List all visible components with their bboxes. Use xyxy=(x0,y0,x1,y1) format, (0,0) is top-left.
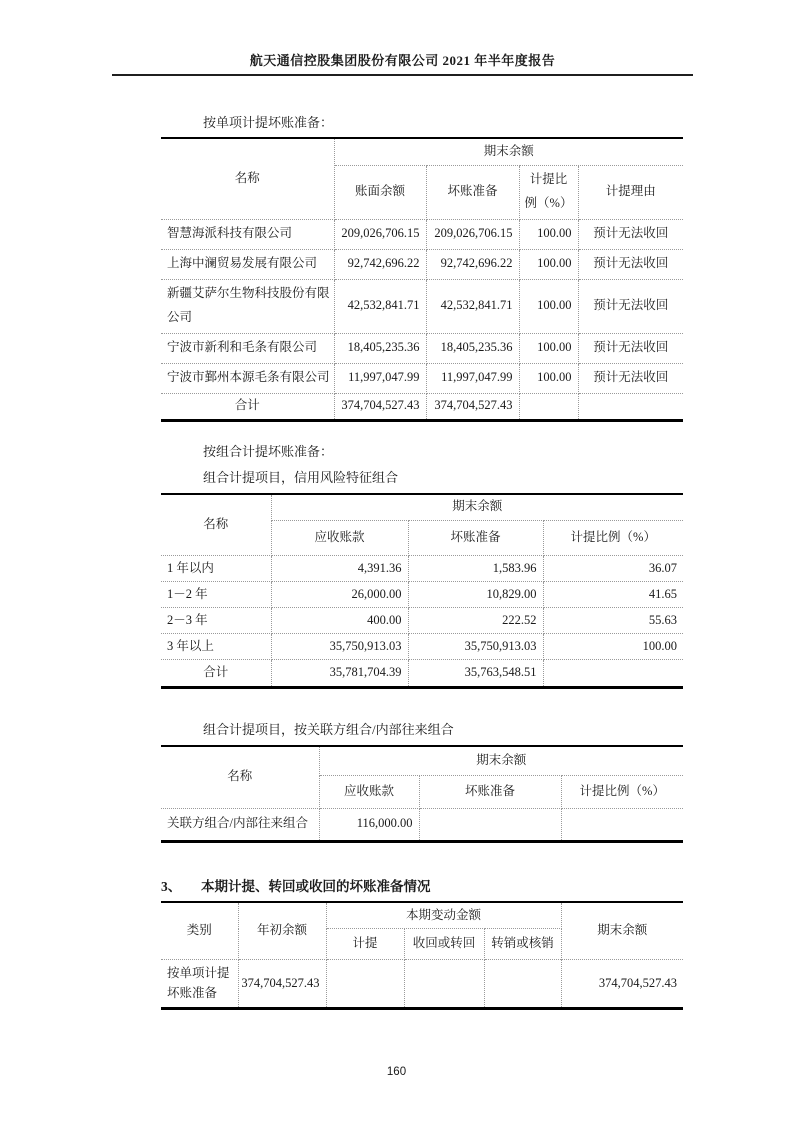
col-header-begin-balance: 年初余额 xyxy=(238,902,326,960)
col-header-period-balance: 期末余额 xyxy=(271,494,683,521)
cell-reason: 预计无法收回 xyxy=(578,333,683,363)
total-reason-empty xyxy=(578,393,683,420)
table-row xyxy=(161,279,683,333)
col-header-bad-debt: 坏账准备 xyxy=(426,165,519,219)
section-number: 3、 xyxy=(161,878,182,894)
col-header-book-balance: 账面余额 xyxy=(334,165,426,219)
col-header-writeoff: 转销或核销 xyxy=(484,929,561,960)
col-header-recover: 收回或转回 xyxy=(404,929,484,960)
total-label: 合计 xyxy=(161,393,334,420)
cell-book-balance: 209,026,706.15 xyxy=(334,219,426,249)
cell-receivable: 35,750,913.03 xyxy=(271,634,408,660)
cell-book-balance: 11,997,047.99 xyxy=(334,363,426,393)
cell-ratio: 100.00 xyxy=(519,363,578,393)
cell-ratio: 100.00 xyxy=(519,219,578,249)
cell-name: 上海中澜贸易发展有限公司 xyxy=(161,249,334,279)
page-content xyxy=(161,115,683,1010)
cell-aging: 1－2 年 xyxy=(161,582,271,608)
col-header-receivable: 应收账款 xyxy=(271,521,408,556)
cell-ratio: 100.00 xyxy=(519,279,578,333)
total-label: 合计 xyxy=(161,660,271,688)
individual-provision-label: 按单项计提坏账准备： xyxy=(203,115,334,130)
cell-ratio: 55.63 xyxy=(543,608,683,634)
col-header-provision-ratio xyxy=(519,165,578,219)
cell-ratio: 41.65 xyxy=(543,582,683,608)
cell-receivable: 26,000.00 xyxy=(271,582,408,608)
credit-risk-group-label: 组合计提项目，信用风险特征组合 xyxy=(203,469,399,485)
col-header-name: 名称 xyxy=(161,746,319,808)
table-row xyxy=(161,556,683,582)
cell-name: 宁波市新利和毛条有限公司 xyxy=(161,333,334,363)
cell-aging: 2－3 年 xyxy=(161,608,271,634)
cell-book-balance: 18,405,235.36 xyxy=(334,333,426,363)
cell-name: 宁波市鄞州本源毛条有限公司 xyxy=(161,363,334,393)
cell-ratio: 36.07 xyxy=(543,556,683,582)
cell-bad-debt: 11,997,047.99 xyxy=(426,363,519,393)
cell-end-balance: 374,704,527.43 xyxy=(561,960,683,1009)
col-header-end-balance: 期末余额 xyxy=(561,902,683,960)
col-header-provision-ratio: 计提比例（%） xyxy=(561,775,683,808)
total-row xyxy=(161,660,683,688)
credit-risk-group-table xyxy=(161,493,683,690)
cell-bad-debt: 18,405,235.36 xyxy=(426,333,519,363)
report-title: 航天通信控股集团股份有限公司 2021 年半年度报告 xyxy=(249,53,556,68)
cell-ratio: 100.00 xyxy=(519,249,578,279)
table-row xyxy=(161,582,683,608)
ratio-header-line2: 例（%） xyxy=(524,196,573,210)
col-header-receivable: 应收账款 xyxy=(319,775,419,808)
cell-bad-debt: 92,742,696.22 xyxy=(426,249,519,279)
cell-aging: 3 年以上 xyxy=(161,634,271,660)
table-row xyxy=(161,363,683,393)
cell-bad-debt: 222.52 xyxy=(408,608,543,634)
col-header-provision-reason: 计提理由 xyxy=(578,165,683,219)
table-row xyxy=(161,219,683,249)
cell-ratio xyxy=(561,808,683,841)
cell-reason: 预计无法收回 xyxy=(578,219,683,249)
related-party-group-label: 组合计提项目，按关联方组合/内部往来组合 xyxy=(203,722,454,737)
col-header-change-group: 本期变动金额 xyxy=(326,902,561,929)
page-header xyxy=(112,0,693,76)
total-book-balance: 374,704,527.43 xyxy=(334,393,426,420)
cell-aging: 1 年以内 xyxy=(161,556,271,582)
cell-ratio: 100.00 xyxy=(543,634,683,660)
cell-reason: 预计无法收回 xyxy=(578,279,683,333)
cell-reason: 预计无法收回 xyxy=(578,363,683,393)
cell-provision xyxy=(326,960,404,1009)
col-header-provision: 计提 xyxy=(326,929,404,960)
cell-recover xyxy=(404,960,484,1009)
total-ratio-empty xyxy=(543,660,683,688)
table-row xyxy=(161,960,683,1009)
col-header-period-balance: 期末余额 xyxy=(334,138,683,165)
table-row xyxy=(161,249,683,279)
cell-name: 智慧海派科技有限公司 xyxy=(161,219,334,249)
total-bad-debt: 35,763,548.51 xyxy=(408,660,543,688)
col-header-bad-debt: 坏账准备 xyxy=(408,521,543,556)
cell-category: 按单项计提坏账准备 xyxy=(161,960,238,1009)
cell-bad-debt xyxy=(419,808,561,841)
table-row xyxy=(161,608,683,634)
portfolio-provision-label: 按组合计提坏账准备： xyxy=(203,443,334,459)
cell-bad-debt: 10,829.00 xyxy=(408,582,543,608)
total-receivable: 35,781,704.39 xyxy=(271,660,408,688)
individual-provision-table xyxy=(161,137,683,422)
cell-bad-debt: 209,026,706.15 xyxy=(426,219,519,249)
col-header-category: 类别 xyxy=(161,902,238,960)
ratio-header-line1: 计提比 xyxy=(529,172,568,187)
table-row xyxy=(161,808,683,841)
cell-receivable: 4,391.36 xyxy=(271,556,408,582)
total-bad-debt: 374,704,527.43 xyxy=(426,393,519,420)
total-ratio-empty xyxy=(519,393,578,420)
movement-section-heading xyxy=(161,875,683,895)
cell-reason: 预计无法收回 xyxy=(578,249,683,279)
col-header-provision-ratio: 计提比例（%） xyxy=(543,521,683,556)
page-number: 160 xyxy=(386,1066,407,1078)
cell-ratio: 100.00 xyxy=(519,333,578,363)
cell-receivable: 116,000.00 xyxy=(319,808,419,841)
table-row xyxy=(161,333,683,363)
section-title: 本期计提、转回或收回的坏账准备情况 xyxy=(201,878,431,894)
cell-bad-debt: 1,583.96 xyxy=(408,556,543,582)
cell-name: 新疆艾萨尔生物科技股份有限公司 xyxy=(161,279,334,333)
cell-book-balance: 42,532,841.71 xyxy=(334,279,426,333)
provision-movement-table xyxy=(161,901,683,1011)
cell-bad-debt: 35,750,913.03 xyxy=(408,634,543,660)
cell-receivable: 400.00 xyxy=(271,608,408,634)
cell-begin-balance: 374,704,527.43 xyxy=(238,960,326,1009)
col-header-period-balance: 期末余额 xyxy=(319,746,683,775)
col-header-bad-debt: 坏账准备 xyxy=(419,775,561,808)
related-party-group-table xyxy=(161,745,683,843)
total-row xyxy=(161,393,683,420)
cell-book-balance: 92,742,696.22 xyxy=(334,249,426,279)
cell-writeoff xyxy=(484,960,561,1009)
col-header-name: 名称 xyxy=(161,494,271,556)
col-header-name: 名称 xyxy=(161,138,334,219)
table-row xyxy=(161,634,683,660)
cell-group-name: 关联方组合/内部往来组合 xyxy=(161,808,319,841)
cell-bad-debt: 42,532,841.71 xyxy=(426,279,519,333)
